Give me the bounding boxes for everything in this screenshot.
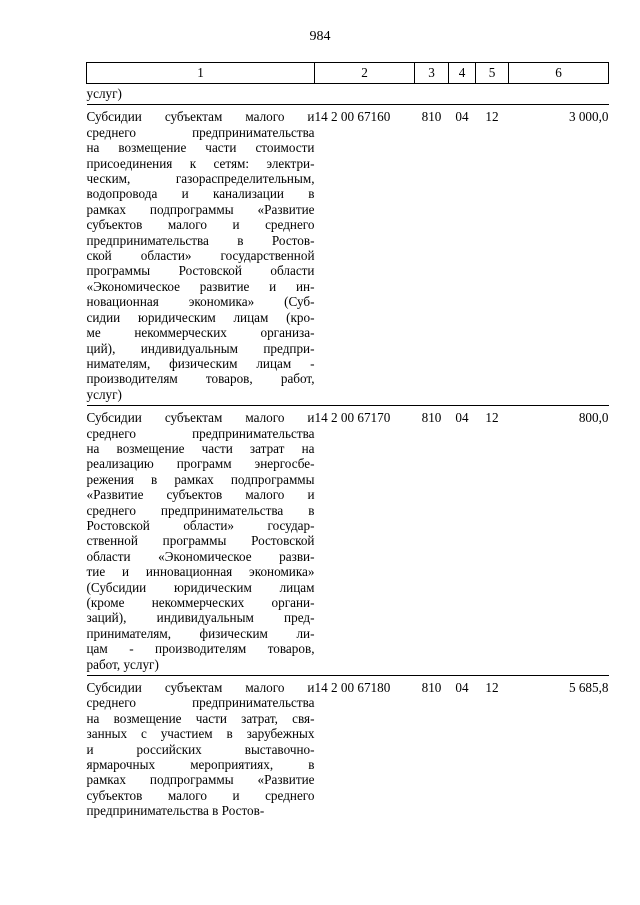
row-code: 14 2 00 67170 bbox=[315, 406, 415, 676]
description-line: (Субсидии юридическим лицам bbox=[86, 579, 315, 595]
description-line: нимателям, физическим лицам - bbox=[86, 355, 315, 371]
row-col5: 12 bbox=[476, 676, 509, 822]
table-header-row bbox=[87, 63, 609, 84]
description-line: новационная экономика» (Суб- bbox=[86, 294, 315, 310]
row-code: 14 2 00 67180 bbox=[315, 676, 415, 822]
description-line: (кроме некоммерческих органи- bbox=[86, 595, 315, 610]
description-line: Субсидии субъектам малого и bbox=[86, 109, 315, 125]
row-col3: 810 bbox=[415, 406, 449, 676]
description-line: «Развитие субъектов малого и bbox=[86, 487, 315, 503]
description-line: на возмещение части затрат на bbox=[86, 440, 315, 456]
description-line: на возмещение части стоимости bbox=[86, 140, 315, 156]
description-line: реализацию программ энергосбе- bbox=[86, 456, 315, 472]
description-line: рамках подпрограммы «Развитие bbox=[86, 772, 315, 788]
header-col-1: 1 bbox=[87, 63, 315, 84]
description-line: ской области» государственной bbox=[86, 248, 315, 264]
row-col4: 04 bbox=[449, 406, 476, 676]
continuation-text: услуг) bbox=[86, 86, 122, 101]
description-line: водопровода и канализации в bbox=[86, 186, 315, 202]
header-col-4: 4 bbox=[449, 63, 476, 84]
description-line: субъектов малого и среднего bbox=[86, 217, 315, 233]
description-line: «Экономическое развитие и ин- bbox=[86, 278, 315, 294]
description-line: тие и инновационная экономика» bbox=[86, 564, 315, 580]
description-line: среднего предпринимательства в bbox=[86, 502, 315, 518]
row-amount: 3 000,0 bbox=[509, 105, 609, 406]
table-row bbox=[87, 676, 609, 822]
description-line: цам - производителям товаров, bbox=[86, 641, 315, 657]
description-line: субъектов малого и среднего bbox=[86, 787, 315, 803]
header-col-5: 5 bbox=[476, 63, 509, 84]
row-col5: 12 bbox=[476, 406, 509, 676]
description-line: на возмещение части затрат, свя- bbox=[86, 710, 315, 726]
budget-table bbox=[86, 62, 609, 822]
description-line: режения в рамках подпрограммы bbox=[86, 471, 315, 487]
description-line: ций), индивидуальным предпри- bbox=[86, 340, 315, 356]
description-line: ме некоммерческих организа- bbox=[86, 325, 315, 341]
description-line: программы Ростовской области bbox=[86, 263, 315, 279]
description-line: ственной программы Ростовской bbox=[86, 533, 315, 549]
description-line: принимателям, физическим ли- bbox=[86, 625, 315, 641]
description-line: и российских выставочно- bbox=[86, 741, 315, 757]
description-line: ческим, газораспределительным, bbox=[86, 171, 315, 187]
description-line: Субсидии субъектам малого и bbox=[86, 410, 315, 426]
row-col4: 04 bbox=[449, 676, 476, 822]
description-line: сидии юридическим лицам (кро- bbox=[86, 309, 315, 325]
table-row bbox=[87, 105, 609, 406]
description-line: среднего предпринимательства bbox=[86, 425, 315, 441]
description-line: области «Экономическое разви- bbox=[86, 548, 315, 564]
row-amount: 800,0 bbox=[509, 406, 609, 676]
row-code: 14 2 00 67160 bbox=[315, 105, 415, 406]
row-description bbox=[87, 406, 315, 676]
row-col3: 810 bbox=[415, 676, 449, 822]
page-number: 984 bbox=[309, 29, 331, 44]
continuation-row bbox=[87, 84, 609, 105]
description-line: рамках подпрограммы «Развитие bbox=[86, 201, 315, 217]
description-line: среднего предпринимательства bbox=[86, 695, 315, 711]
description-line: предпринимательства в Ростов- bbox=[86, 232, 315, 248]
header-col-2: 2 bbox=[315, 63, 415, 84]
description-line: ярмарочных мероприятиях, в bbox=[86, 757, 315, 773]
row-description bbox=[87, 105, 315, 406]
header-col-3: 3 bbox=[415, 63, 449, 84]
description-line: работ, услуг) bbox=[86, 656, 159, 672]
row-description bbox=[87, 676, 315, 822]
row-amount: 5 685,8 bbox=[509, 676, 609, 822]
description-line: предпринимательства в Ростов- bbox=[86, 803, 265, 819]
row-col3: 810 bbox=[415, 105, 449, 406]
description-line: среднего предпринимательства bbox=[86, 124, 315, 140]
description-line: производителям товаров, работ, bbox=[86, 371, 315, 387]
table-body bbox=[87, 84, 609, 822]
description-line: занных с участием в зарубежных bbox=[86, 726, 315, 742]
description-line: Ростовской области» государ- bbox=[86, 517, 315, 533]
row-col5: 12 bbox=[476, 105, 509, 406]
description-line: Субсидии субъектам малого и bbox=[86, 680, 315, 696]
table-row bbox=[87, 406, 609, 676]
header-col-6: 6 bbox=[509, 63, 609, 84]
description-line: услуг) bbox=[86, 386, 122, 402]
description-line: заций), индивидуальным пред- bbox=[86, 610, 315, 626]
row-col4: 04 bbox=[449, 105, 476, 406]
description-line: присоединения к сетям: электри- bbox=[86, 155, 315, 171]
